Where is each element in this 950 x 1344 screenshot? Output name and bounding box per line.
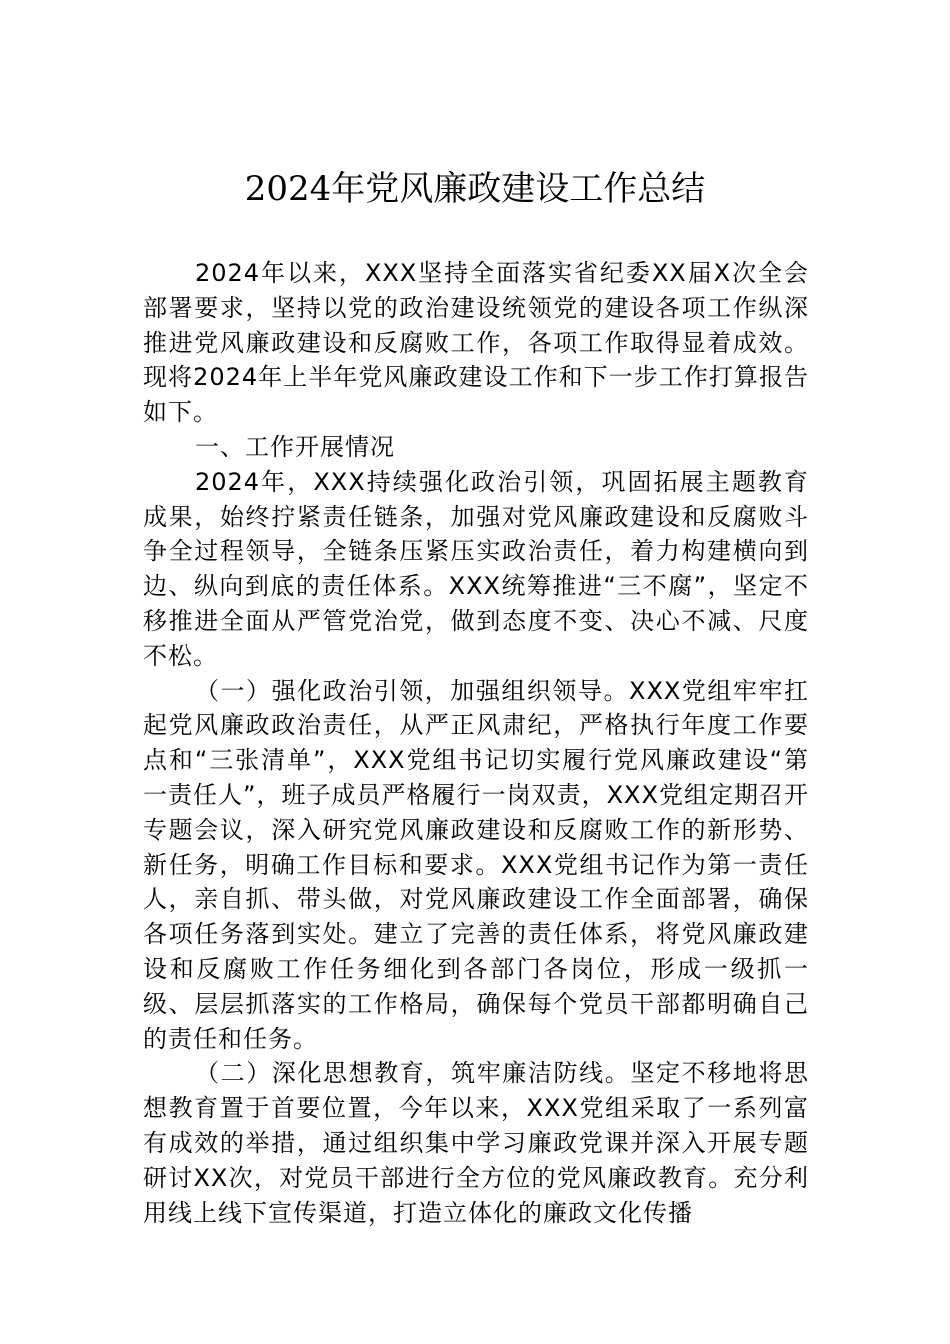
document-title: 2024年党风廉政建设工作总结: [244, 169, 706, 209]
intro-paragraph: 2024年以来，XXX坚持全面落实省纪委XX届X次全会部署要求，坚持以党的政治建设统领党的建设各项工作纵深推进党风廉政建设和反腐败工作，各项工作取得显着成效。现将2024年上半年党风廉政建设工作和下一步工作打算报告如下。: [143, 259, 809, 427]
section-heading-1: 一、工作开展情况: [195, 432, 395, 461]
section-1-paragraph: 2024年，XXX持续强化政治引领，巩固拓展主题教育成果，始终拧紧责任链条，加强对党风廉政建设和反腐败斗争全过程领导，全链条压紧压实政治责任，着力构建横向到边、纵向到底的责任体系。XXX统筹推进“三不腐”，坚定不移推进全面从严管党治党，做到态度不变、决心不减、尺度不松。: [143, 467, 809, 670]
subsection-1-paragraph: （一）强化政治引领，加强组织领导。XXX党组牢牢扛起党风廉政政治责任，从严正风肃纪，严格执行年度工作要点和“三张清单”，XXX党组书记切实履行党风廉政建设“第一责任人”，班子成员严格履行一岗双责，XXX党组定期召开专题会议，深入研究党风廉政建设和反腐败工作的新形势、新任务，明确工作目标和要求。XXX党组书记作为第一责任人，亲自抓、带头做，对党风廉政建设工作全面部署，确保各项任务落到实处。建立了完善的责任体系，将党风廉政建设和反腐败工作任务细化到各部门各岗位，形成一级抓一级、层层抓落实的工作格局，确保每个党员干部都明确自己的责任和任务。: [143, 676, 809, 1053]
document-body: [143, 256, 809, 1230]
subsection-2-paragraph: （二）深化思想教育，筑牢廉洁防线。坚定不移地将思想教育置于首要位置，今年以来，XXX党组采取了一系列富有成效的举措，通过组织集中学习廉政党课并深入开展专题研讨XX次，对党员干部进行全方位的党风廉政教育。充分利用线上线下宣传渠道，打造立体化的廉政文化传播: [143, 1059, 809, 1227]
